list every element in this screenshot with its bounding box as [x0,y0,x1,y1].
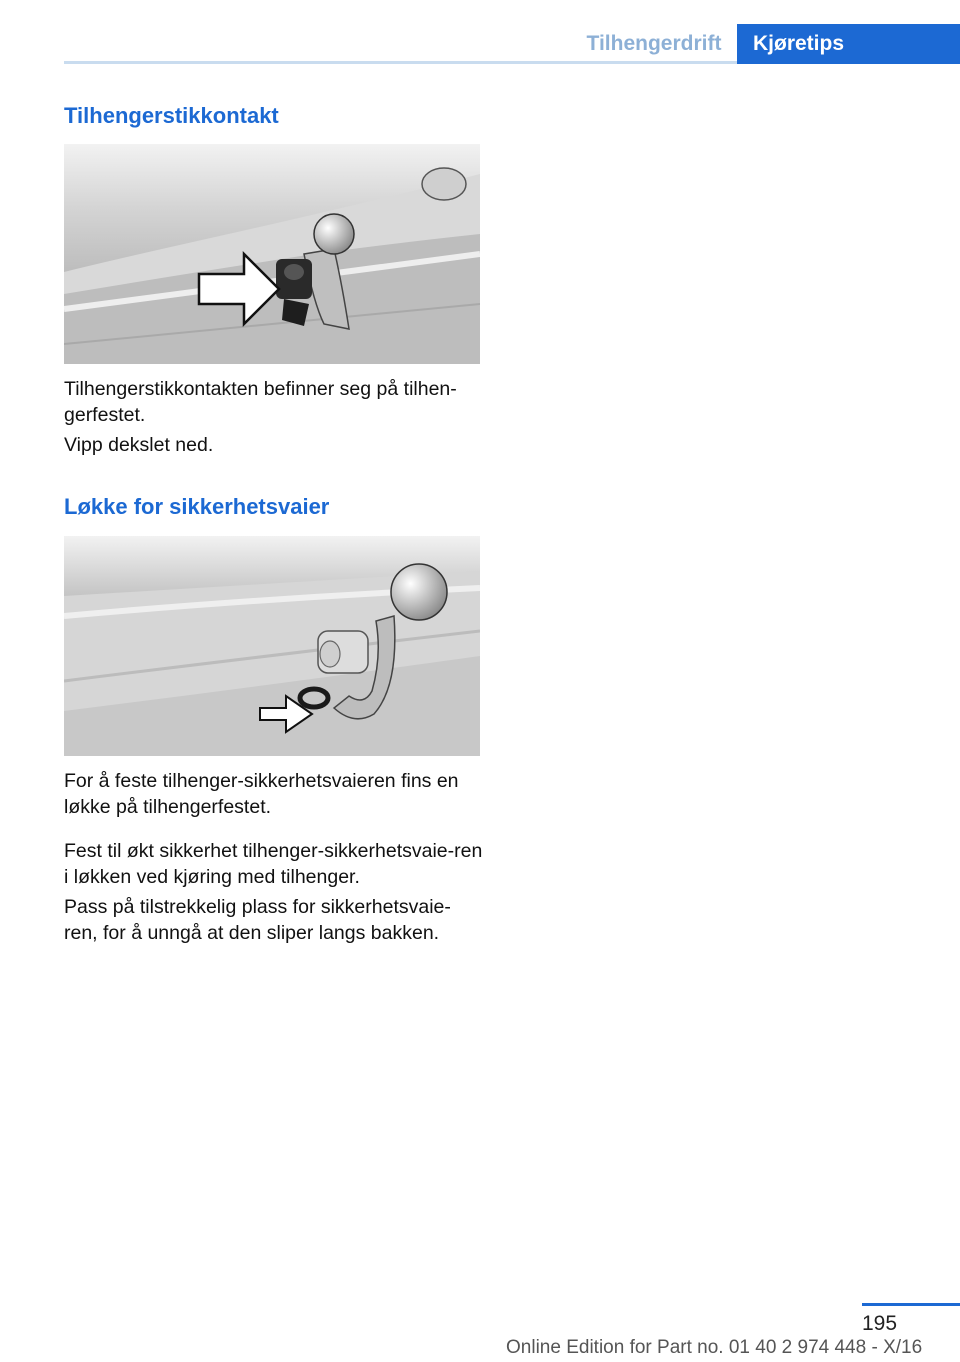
edition-notice: Online Edition for Part no. 01 40 2 974 448 - X/16 [506,1337,923,1358]
footer-rule [862,1303,960,1306]
header-tab-section[interactable]: Tilhengerdrift [586,32,722,55]
paragraph-loop-purpose: For å feste tilhenger-sikkerhetsvaieren fins en løkke på tilhengerfestet. [64,770,459,818]
safety-loop-illustration [64,536,480,756]
header-tab-chapter[interactable]: Kjøretips [737,24,960,64]
section-title-safety-cable-loop: Løkke for sikkerhetsvaier [64,494,330,519]
paragraph-socket-cover: Vipp dekslet ned. [64,434,214,456]
page-number: 195 [862,1312,898,1335]
paragraph-loop-attach: Fest til økt sikkerhet tilhenger-sikkerhetsvaie-ren i løkken ved kjøring med tilhenger. [64,840,483,888]
section-title-socket: Tilhengerstikkontakt [64,103,279,128]
paragraph-loop-clearance: Pass på tilstrekkelig plass for sikkerhetsvaie-ren, for å unngå at den sliper langs bakken. [64,896,451,944]
paragraph-socket-location: Tilhengerstikkontakten befinner seg på tilhen-gerfestet. [64,378,457,426]
socket-illustration [64,144,480,364]
